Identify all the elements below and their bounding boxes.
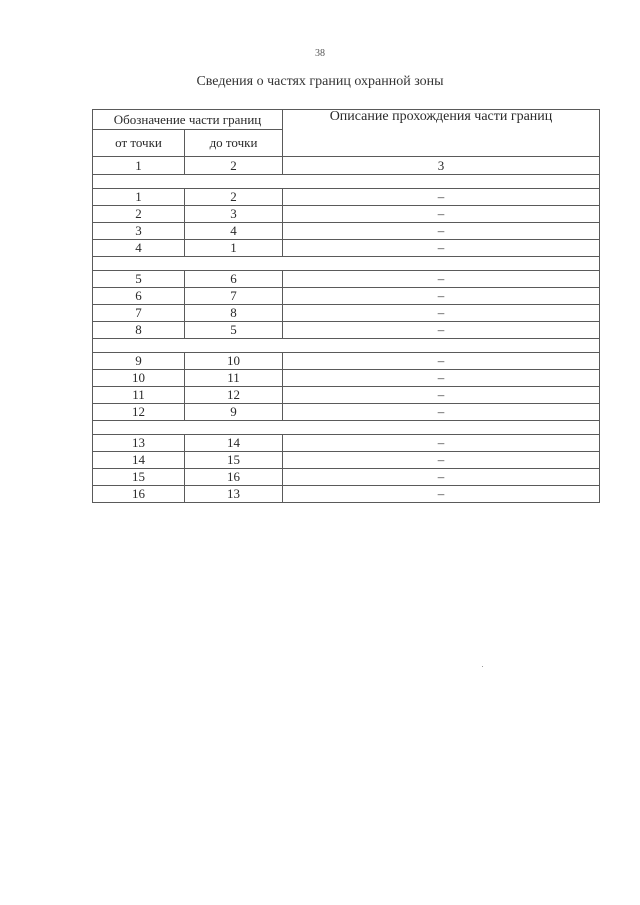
group-separator bbox=[93, 257, 600, 271]
from-point-cell: 10 bbox=[93, 370, 185, 387]
to-point-cell: 6 bbox=[185, 271, 283, 288]
from-point-cell: 1 bbox=[93, 189, 185, 206]
description-cell: – bbox=[283, 469, 600, 486]
from-point-cell: 8 bbox=[93, 322, 185, 339]
scan-speck bbox=[482, 666, 483, 667]
from-point-cell: 14 bbox=[93, 452, 185, 469]
description-cell: – bbox=[283, 240, 600, 257]
group-separator bbox=[93, 175, 600, 189]
from-point-cell: 13 bbox=[93, 435, 185, 452]
description-cell: – bbox=[283, 486, 600, 503]
to-point-cell: 3 bbox=[185, 206, 283, 223]
description-cell: – bbox=[283, 206, 600, 223]
table-row bbox=[93, 322, 600, 339]
table-row bbox=[93, 189, 600, 206]
table-row bbox=[93, 404, 600, 421]
column-number: 3 bbox=[283, 157, 600, 175]
to-point-cell: 16 bbox=[185, 469, 283, 486]
group-separator bbox=[93, 339, 600, 353]
table-row bbox=[93, 305, 600, 322]
from-point-cell: 9 bbox=[93, 353, 185, 370]
to-point-cell: 9 bbox=[185, 404, 283, 421]
column-number-row bbox=[93, 157, 600, 175]
column-number: 2 bbox=[185, 157, 283, 175]
to-point-cell: 10 bbox=[185, 353, 283, 370]
description-cell: – bbox=[283, 353, 600, 370]
table-row bbox=[93, 435, 600, 452]
page-number: 38 bbox=[315, 48, 325, 59]
table-row bbox=[93, 240, 600, 257]
from-point-cell: 4 bbox=[93, 240, 185, 257]
to-point-cell: 2 bbox=[185, 189, 283, 206]
description-cell: – bbox=[283, 305, 600, 322]
from-point-cell: 15 bbox=[93, 469, 185, 486]
from-point-cell: 5 bbox=[93, 271, 185, 288]
table-row bbox=[93, 271, 600, 288]
description-cell: – bbox=[283, 370, 600, 387]
table-row bbox=[93, 387, 600, 404]
description-cell: – bbox=[283, 387, 600, 404]
table-row bbox=[93, 469, 600, 486]
from-point-cell: 2 bbox=[93, 206, 185, 223]
boundary-parts-table bbox=[92, 109, 600, 503]
from-point-cell: 11 bbox=[93, 387, 185, 404]
column-number: 1 bbox=[93, 157, 185, 175]
to-point-cell: 14 bbox=[185, 435, 283, 452]
description-cell: – bbox=[283, 189, 600, 206]
from-point-cell: 16 bbox=[93, 486, 185, 503]
from-point-cell: 12 bbox=[93, 404, 185, 421]
group-separator-row bbox=[93, 339, 600, 353]
description-cell: – bbox=[283, 452, 600, 469]
designation-header: Обозначение части границ bbox=[93, 110, 283, 130]
from-point-cell: 3 bbox=[93, 223, 185, 240]
to-point-cell: 8 bbox=[185, 305, 283, 322]
to-point-cell: 7 bbox=[185, 288, 283, 305]
to-point-cell: 4 bbox=[185, 223, 283, 240]
to-point-cell: 5 bbox=[185, 322, 283, 339]
description-cell: – bbox=[283, 322, 600, 339]
to-point-cell: 12 bbox=[185, 387, 283, 404]
table-body bbox=[93, 157, 600, 503]
from-point-cell: 6 bbox=[93, 288, 185, 305]
to-point-cell: 1 bbox=[185, 240, 283, 257]
description-header: Описание прохождения части границ bbox=[283, 110, 600, 157]
description-cell: – bbox=[283, 271, 600, 288]
description-cell: – bbox=[283, 435, 600, 452]
group-separator-row bbox=[93, 257, 600, 271]
group-separator-row bbox=[93, 175, 600, 189]
to-point-cell: 15 bbox=[185, 452, 283, 469]
table-row bbox=[93, 206, 600, 223]
group-separator-row bbox=[93, 421, 600, 435]
to-point-cell: 11 bbox=[185, 370, 283, 387]
from-point-cell: 7 bbox=[93, 305, 185, 322]
table-row bbox=[93, 353, 600, 370]
description-cell: – bbox=[283, 288, 600, 305]
table-row bbox=[93, 288, 600, 305]
table-row bbox=[93, 486, 600, 503]
description-cell: – bbox=[283, 404, 600, 421]
description-cell: – bbox=[283, 223, 600, 240]
table-row bbox=[93, 370, 600, 387]
table-row bbox=[93, 452, 600, 469]
page-title: Сведения о частях границ охранной зоны bbox=[196, 74, 444, 89]
to-point-header: до точки bbox=[185, 130, 283, 157]
from-point-header: от точки bbox=[93, 130, 185, 157]
table-row bbox=[93, 223, 600, 240]
group-separator bbox=[93, 421, 600, 435]
to-point-cell: 13 bbox=[185, 486, 283, 503]
